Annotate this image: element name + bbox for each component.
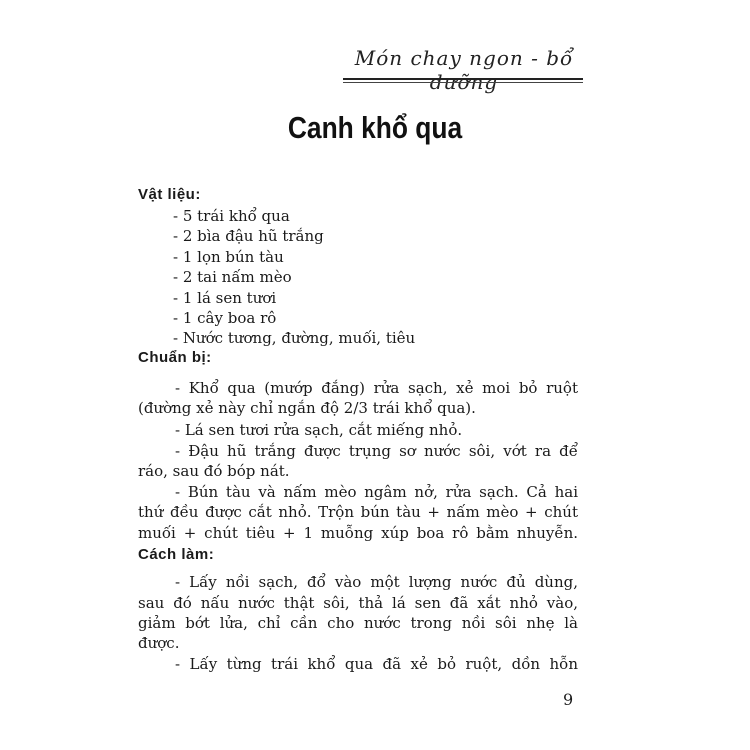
- section-heading-preparation: Chuẩn bị:: [138, 349, 212, 366]
- page-number: 9: [563, 690, 574, 709]
- paragraph-line: thứ đều được cắt nhỏ. Trộn bún tàu + nấm mèo + chút: [138, 503, 578, 521]
- paragraph-line: - Lấy từng trái khổ qua đã xẻ bỏ ruột, dồn hỗn: [175, 655, 578, 673]
- paragraph-line: muối + chút tiêu + 1 muỗng xúp boa rô bằm nhuyễn.: [138, 524, 578, 542]
- paragraph-line: - Bún tàu và nấm mèo ngâm nở, rửa sạch. Cả hai: [175, 483, 578, 501]
- paragraph-line: ráo, sau đó bóp nát.: [138, 462, 290, 480]
- header-rule: [343, 82, 583, 83]
- section-heading-method: Cách làm:: [138, 546, 215, 563]
- paragraph-line: sau đó nấu nước thật sôi, thả lá sen đã xắt nhỏ vào,: [138, 594, 578, 612]
- paragraph-line: được.: [138, 634, 180, 652]
- paragraph-line: - Đậu hũ trắng được trụng sơ nước sôi, vớt ra để: [175, 442, 578, 460]
- paragraph-line: giảm bớt lửa, chỉ cần cho nước trong nồi sôi nhẹ là: [138, 614, 578, 632]
- recipe-title: Canh khổ qua: [287, 110, 463, 145]
- ingredient-item: - 2 bìa đậu hũ trắng: [173, 227, 324, 245]
- paragraph-line: (đường xẻ này chỉ ngắn độ 2/3 trái khổ qua).: [138, 399, 476, 417]
- section-heading-ingredients: Vật liệu:: [138, 186, 201, 203]
- ingredient-item: - 1 cây boa rô: [173, 309, 277, 327]
- ingredient-item: - Nước tương, đường, muối, tiêu: [173, 329, 416, 347]
- ingredient-item: - 1 lá sen tươi: [173, 289, 277, 307]
- ingredient-item: - 5 trái khổ qua: [173, 207, 290, 225]
- paragraph-line: - Lá sen tươi rửa sạch, cắt miếng nhỏ.: [175, 421, 463, 439]
- ingredient-item: - 2 tai nấm mèo: [173, 268, 292, 286]
- ingredient-item: - 1 lọn bún tàu: [173, 248, 284, 266]
- paragraph-line: - Khổ qua (mướp đắng) rửa sạch, xẻ moi bỏ ruột: [175, 379, 578, 397]
- paragraph-line: - Lấy nồi sạch, đổ vào một lượng nước đủ dùng,: [175, 573, 578, 591]
- header-rule: [343, 78, 583, 80]
- running-header: Món chay ngon - bổ: [354, 46, 574, 70]
